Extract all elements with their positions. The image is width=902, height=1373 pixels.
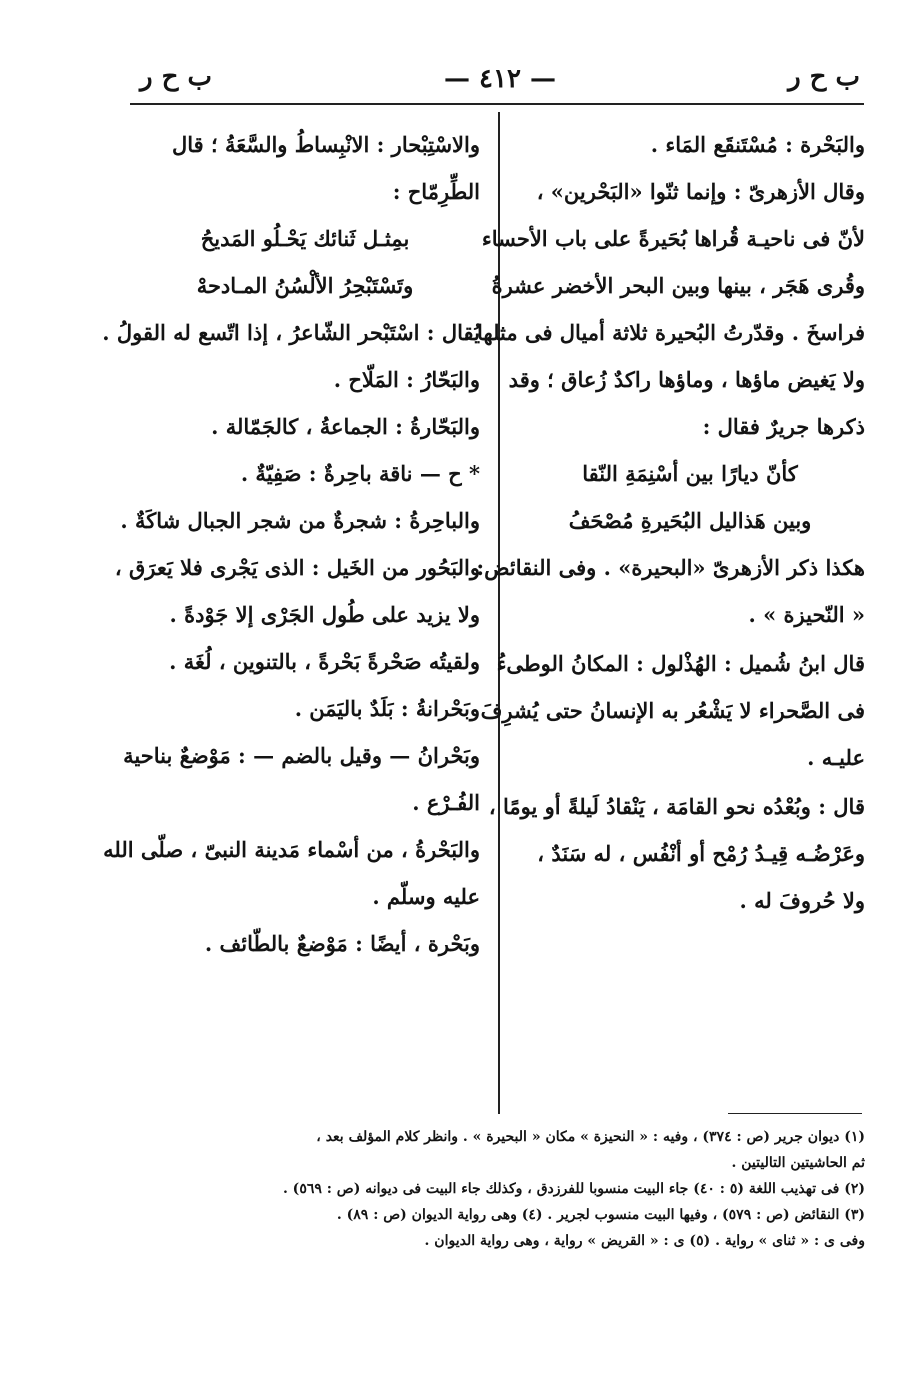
text-line: ولا يَغيض ماؤها ، وماؤها راكدٌ زُعاق ؛ وقد bbox=[508, 367, 865, 392]
verse-line: كأنّ ديارًا بين أسْنِمَةِ النّقا bbox=[582, 461, 798, 486]
text-line: فى الصَّحراء لا يَشْعُر به الإنسانُ حتى يُشرِفَ bbox=[480, 698, 865, 723]
text-line: عليه وسلّم . bbox=[372, 884, 480, 909]
footnote: (٣) النقائض (ص : ٥٧٩) ، وفيها البيت منسوب لجرير . (٤) وهى رواية الديوان (ص : ٨٩) . bbox=[336, 1207, 865, 1223]
verse-line: وبين هَذاليل البُحَيرةِ مُصْحَفُ bbox=[568, 508, 812, 533]
text-line: والبَحّارُ : المَلّاح . bbox=[333, 367, 480, 392]
page-number: — ٤١٢ — bbox=[443, 64, 557, 94]
text-line: الفُـرْع . bbox=[412, 790, 480, 815]
text-line: يُقال : اسْتَبْحر الشّاعرُ ، إذا اتّسع له القولُ . bbox=[102, 320, 480, 345]
text-line: ولقيتُه صَحْرةً بَحْرةً ، بالتنوين ، لُغَة . bbox=[169, 649, 480, 674]
left-column bbox=[102, 130, 480, 976]
text-line: لأنّ فى ناحيـة قُراها بُحَيرةً على باب الأحساء bbox=[481, 226, 865, 251]
text-line: والبَحْرة : مُسْتَنقَع المَاء . bbox=[650, 132, 865, 157]
text-line: وعَرْضُـه قِيـدُ رُمْح أو أنْفُس ، له سَنَدٌ ، bbox=[537, 841, 865, 866]
text-line: فراسخَ . وقدّرتُ البُحيرة ثلاثة أميال فى مثلها ، bbox=[462, 320, 865, 345]
text-line: وبَحْرة ، أيضًا : مَوْضعٌ بالطّائف . bbox=[204, 931, 480, 956]
verse-line: وتَسْتَبْحِرُ الألْسُنُ المـادحهْ bbox=[196, 273, 414, 298]
column-divider bbox=[498, 112, 500, 1114]
header-rule bbox=[130, 103, 864, 105]
text-line: « النّحيزة » . bbox=[748, 602, 865, 627]
text-line: والبَحُور من الخَيل : الذى يَجْرى فلا يَعرَق ، bbox=[114, 555, 480, 580]
running-head-left: ب ح ر bbox=[140, 62, 212, 92]
footnote: (١) ديوان جرير (ص : ٣٧٤) ، وفيه : « النحيزة » مكان « البحيرة » . وانظر كلام المؤلف بعد ، bbox=[316, 1129, 865, 1145]
text-line: وقُرى هَجَر ، بينها وبين البحر الأخضر عشرةُ bbox=[491, 273, 865, 298]
footnote-rule bbox=[728, 1113, 862, 1114]
running-head-right: ب ح ر bbox=[788, 62, 860, 92]
page-header bbox=[130, 62, 870, 102]
footnote: وفى ى : « ثناى » رواية . (٥) ى : « القريض » رواية ، وهى رواية الديوان . bbox=[424, 1233, 865, 1249]
text-line: والبَحّارةُ : الجماعةُ ، كالجَمّالة . bbox=[211, 414, 480, 439]
text-line: والباحِرةُ : شجرةٌ من شجر الجبال شاكَةٌ . bbox=[120, 508, 480, 533]
right-column bbox=[462, 130, 865, 933]
text-line: قال ابنُ شُميل : الهُذْلول : المكانُ الوطىءُ bbox=[496, 651, 865, 676]
entry-heading: * ح — ناقة باحِرةٌ : صَفِيّةٌ . bbox=[240, 461, 480, 486]
text-line: هكذا ذكر الأزهرىّ «البحيرة» . وفى النقائض: bbox=[476, 555, 865, 580]
text-line: قال : وبُعْدُه نحو القامَة ، يَنْقادُ لَيلةً أو يومًا ، bbox=[488, 794, 865, 819]
text-line: والبَحْرةُ ، من أسْماء مَدينة النبىّ ، صلّى الله bbox=[103, 837, 480, 862]
text-line: ذكرها جريرٌ فقال : bbox=[702, 414, 865, 439]
footnote: (٢) فى تهذيب اللغة (٥ : ٤٠) جاء البيت منسوبا للفرزدق ، وكذلك جاء البيت فى ديوانه (ص : ٥٦٩) . bbox=[282, 1181, 865, 1197]
text-line: وقال الأزهرىّ : وإنما ثنّوا «البَحْرين» ، bbox=[536, 179, 865, 204]
text-line: ولا حُروفَ له . bbox=[739, 888, 865, 913]
text-line: والاسْتِبْحار : الانْبِساطُ والسَّعَةُ ؛ قال bbox=[171, 132, 480, 157]
footnote: ثم الحاشيتين التاليتين . bbox=[731, 1155, 865, 1171]
text-line: وبَحْرانةُ : بَلَدٌ باليَمَن . bbox=[294, 696, 480, 721]
text-line: ولا يزيد على طُول الجَرْى إلا جَوْدةً . bbox=[169, 602, 480, 627]
verse-line: بمِثـل ثَنائك يَحْـلُو المَديحُ bbox=[200, 226, 410, 251]
text-line: وبَحْرانُ — وقيل بالضم — : مَوْضعٌ بناحية bbox=[123, 743, 480, 768]
text-line: عليـه . bbox=[807, 745, 865, 770]
text-line: الطِّرِمّاح : bbox=[392, 179, 480, 204]
footnotes bbox=[135, 1128, 865, 1258]
